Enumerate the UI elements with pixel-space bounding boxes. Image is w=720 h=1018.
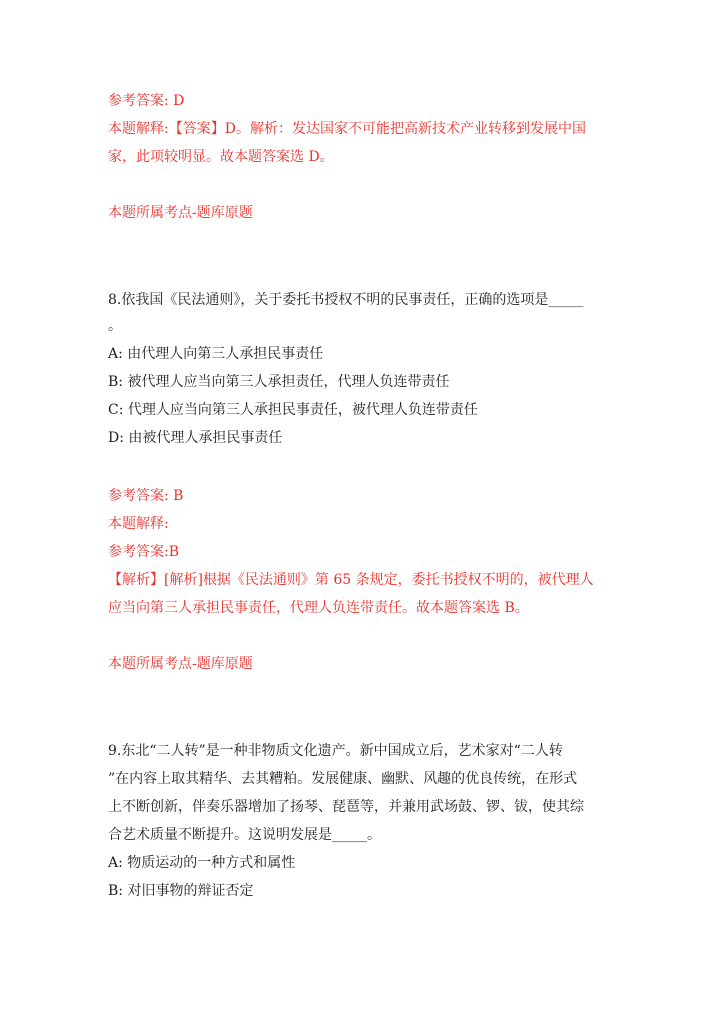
question-stem: 9.东北“二人转”是一种非物质文化遗产。新中国成立后，艺术家对“二人转 [108, 743, 563, 759]
analysis-line: 应当向第三人承担民事责任，代理人负连带责任。故本题答案选 B。 [108, 600, 529, 616]
question-stem: 合艺术质量不断提升。这说明发展是_____。 [108, 827, 381, 843]
analysis-line: 【解析】[解析]根据《民法通则》第 65 条规定，委托书授权不明的，被代理人 [108, 572, 594, 588]
option-b: B: 被代理人应当向第三人承担责任，代理人负连带责任 [108, 374, 450, 390]
answer-line: 参考答案:B [108, 544, 180, 560]
source-line: 本题所属考点-题库原题 [108, 205, 253, 221]
explanation-label: 本题解释: [108, 516, 169, 532]
source-line: 本题所属考点-题库原题 [108, 656, 253, 672]
option-a: A: 由代理人向第三人承担民事责任 [108, 346, 324, 362]
answer-line: 参考答案: D [108, 93, 185, 109]
option-a: A: 物质运动的一种方式和属性 [108, 855, 296, 871]
option-b: B: 对旧事物的辩证否定 [108, 883, 254, 899]
option-d: D: 由被代理人承担民事责任 [108, 430, 283, 446]
question-stem: ”在内容上取其精华、去其糟粕。发展健康、幽默、风趣的优良传统，在形式 [108, 771, 578, 787]
question-stem: 。 [108, 318, 122, 334]
answer-line: 参考答案: B [108, 488, 184, 504]
question-stem: 8.依我国《民法通则》，关于委托书授权不明的民事责任，正确的选项是_____ [108, 292, 584, 308]
question-stem: 上不断创新，伴奏乐器增加了扬琴、琵琶等，并兼用武场鼓、锣、钹，使其综 [108, 799, 584, 815]
option-c: C: 代理人应当向第三人承担民事责任，被代理人负连带责任 [108, 402, 478, 418]
explanation-line: 家，此项较明显。故本题答案选 D。 [108, 149, 334, 165]
explanation-line: 本题解释:【答案】D。解析：发达国家不可能把高新技术产业转移到发展中国 [108, 121, 586, 137]
